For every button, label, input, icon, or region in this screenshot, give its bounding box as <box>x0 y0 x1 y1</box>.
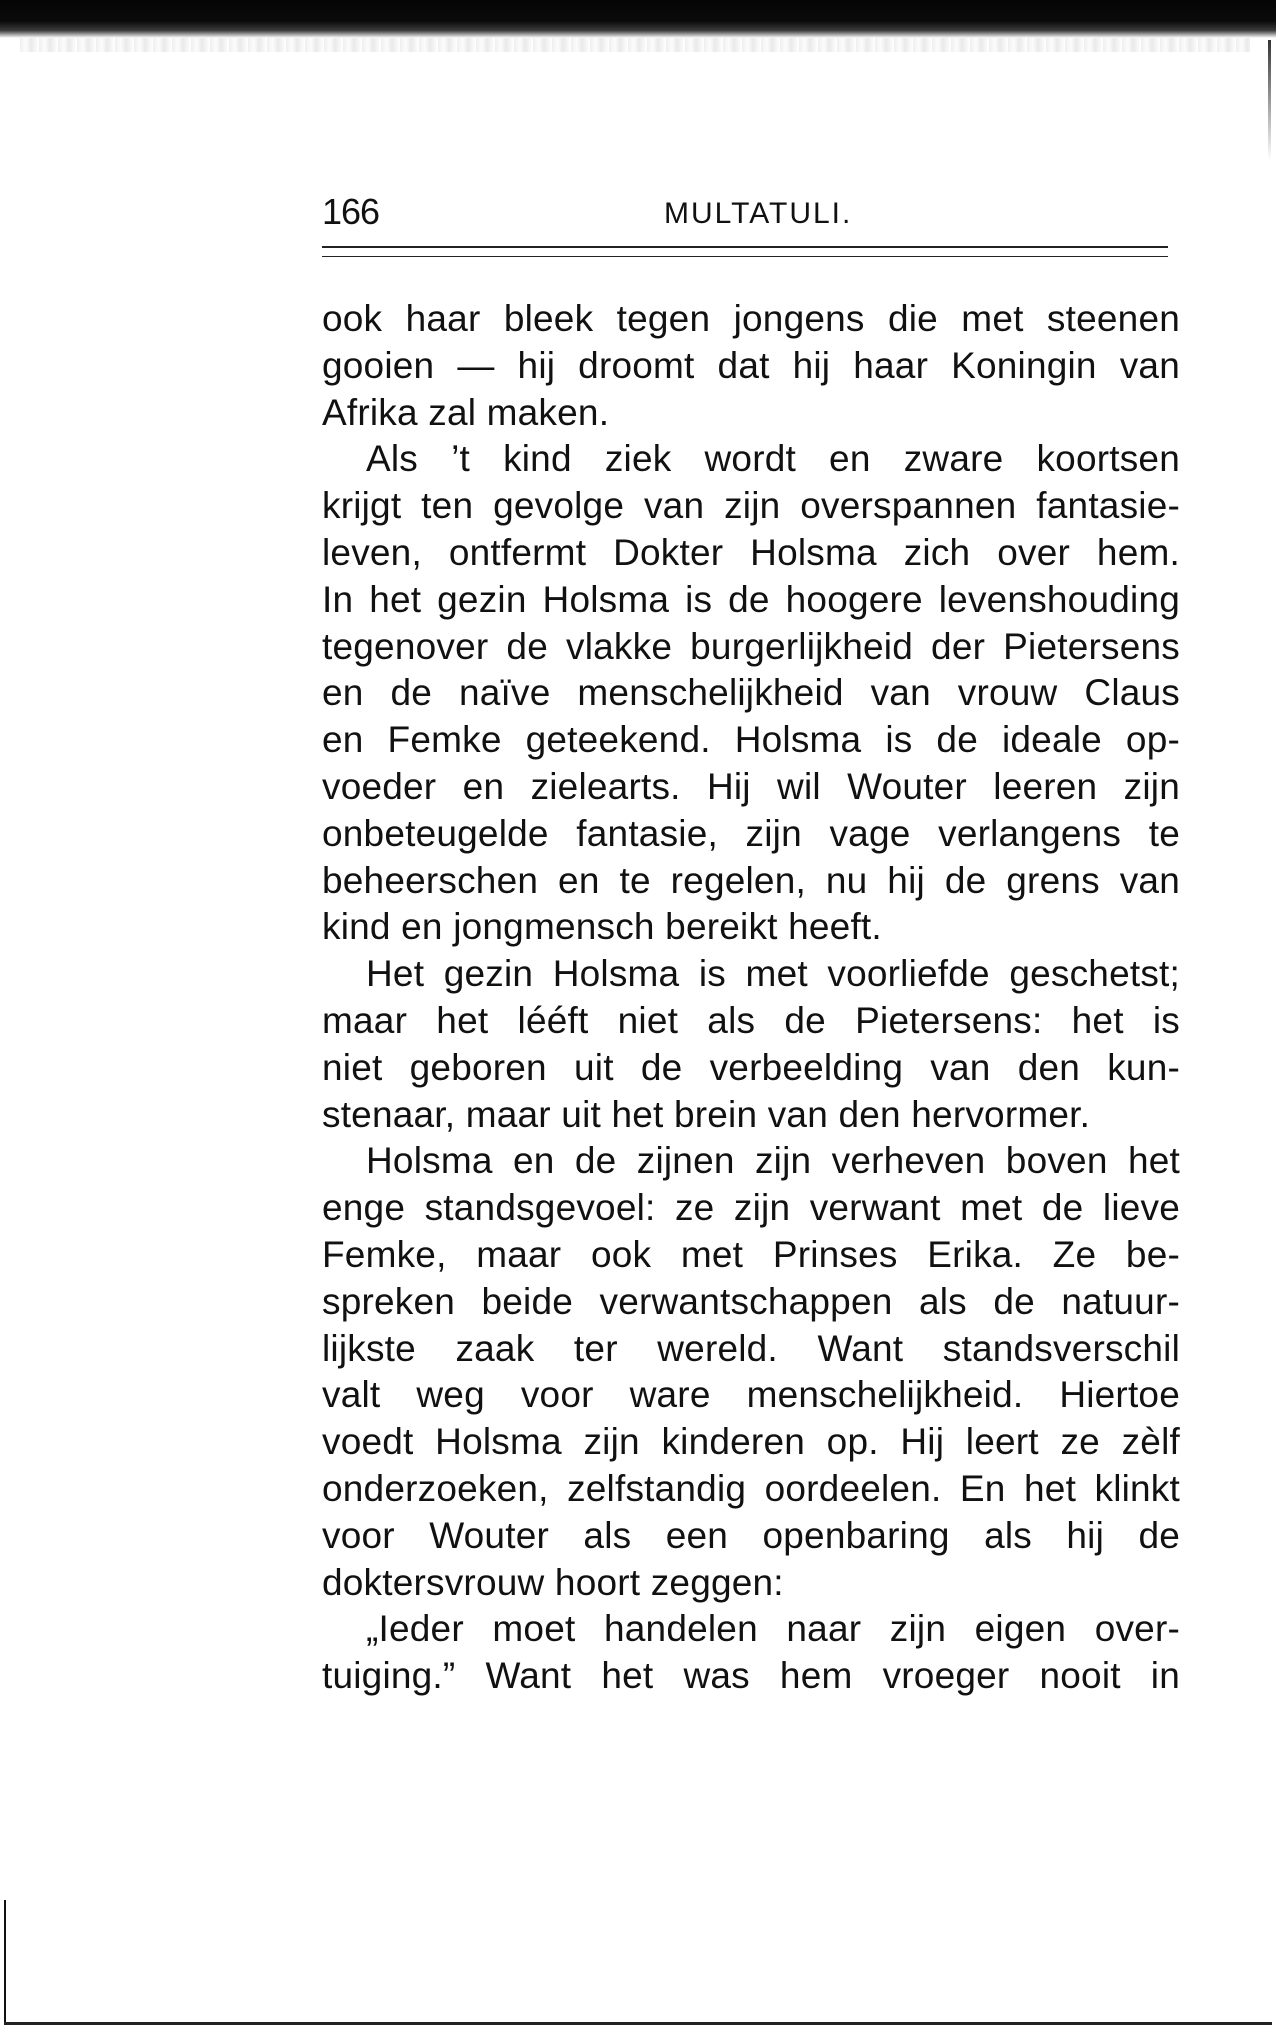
text-line: leven, ontfermt Dokter Holsma zich over hem. <box>322 531 1180 573</box>
text-line: ook haar bleek tegen jongens die met steenen <box>322 298 1180 339</box>
text-line: In het gezin Holsma is de hoogere levenshouding <box>322 578 1180 620</box>
text-line: niet geboren uit de verbeelding van den kun- <box>322 1046 1180 1088</box>
text-line: „Ieder moet handelen naar zijn eigen over- <box>366 1608 1180 1650</box>
page-header <box>322 190 1168 240</box>
page-number: 166 <box>322 191 380 232</box>
text-line: Femke, maar ook met Prinses Erika. Ze be- <box>322 1233 1180 1275</box>
text-line: en Femke geteekend. Holsma is de ideale op- <box>322 719 1180 761</box>
text-line: gooien — hij droomt dat hij haar Koningin van <box>322 344 1180 386</box>
page-bottom-edge <box>4 2022 1272 2025</box>
text-line: Afrika zal maken. <box>322 391 610 433</box>
text-line: tegenover de vlakke burgerlijkheid der Pietersens <box>322 625 1180 667</box>
text-line: enge standsgevoel: ze zijn verwant met de lieve <box>322 1187 1180 1229</box>
text-line: voedt Holsma zijn kinderen op. Hij leert ze zèlf <box>322 1421 1180 1463</box>
text-line: doktersvrouw hoort zeggen: <box>322 1561 784 1603</box>
page-top-dark-edge <box>0 0 1276 38</box>
page-left-edge <box>4 1900 6 2025</box>
text-line: krijgt ten gevolge van zijn overspannen fantasie- <box>322 485 1180 527</box>
text-line: valt weg voor ware menschelijkheid. Hiertoe <box>322 1374 1180 1416</box>
text-line: onbeteugelde fantasie, zijn vage verlangens te <box>322 812 1180 854</box>
header-rule-thin <box>322 256 1168 257</box>
text-line: spreken beide verwantschappen als de natuur- <box>322 1280 1180 1322</box>
text-line: Als ’t kind ziek wordt en zware koortsen <box>366 438 1180 480</box>
scan-noise <box>20 38 1250 52</box>
text-line: maar het lééft niet als de Pietersens: het is <box>322 999 1180 1041</box>
text-line: beheerschen en te regelen, nu hij de grens van <box>322 859 1180 901</box>
text-line: voeder en zielearts. Hij wil Wouter leeren zijn <box>322 765 1180 807</box>
text-line: Het gezin Holsma is met voorliefde geschetst; <box>366 953 1180 995</box>
text-line: tuiging.” Want het was hem vroeger nooit in <box>322 1655 1180 1697</box>
text-line: stenaar, maar uit het brein van den hervormer. <box>322 1093 1091 1135</box>
text-line: en de naïve menschelijkheid van vrouw Claus <box>322 672 1180 714</box>
page-right-edge <box>1268 40 1271 160</box>
text-line: lijkste zaak ter wereld. Want standsverschil <box>322 1327 1180 1369</box>
body-text <box>322 296 1180 1700</box>
running-head: MULTATULI. <box>664 197 853 230</box>
text-line: Holsma en de zijnen zijn verheven boven het <box>366 1140 1180 1182</box>
text-line: kind en jongmensch bereikt heeft. <box>322 906 882 948</box>
header-rule-thick <box>322 246 1168 248</box>
text-line: onderzoeken, zelfstandig oordeelen. En het klinkt <box>322 1467 1180 1509</box>
text-line: voor Wouter als een openbaring als hij de <box>322 1514 1180 1556</box>
